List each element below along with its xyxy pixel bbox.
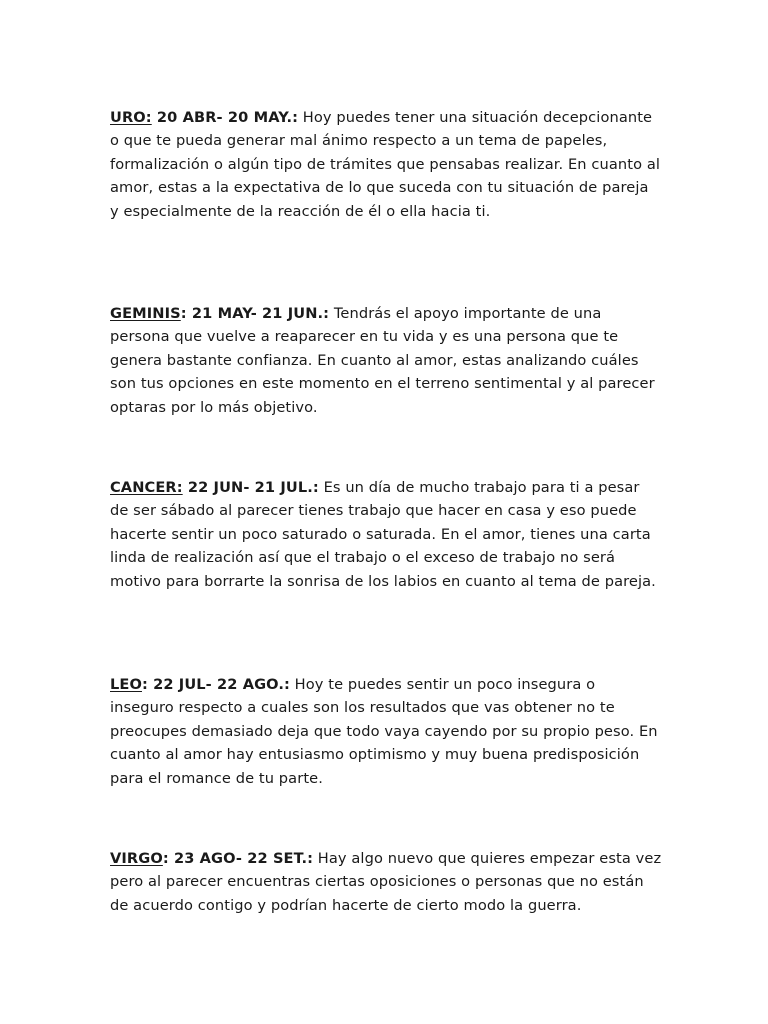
entry-text: Hoy puedes tener una situación decepcionante o que te pueda generar mal ánimo respecto a un tema de papeles, formalización o algún tipo de trámites que pensabas realizar. En cuanto al amor, estas a la expectativa de lo que suceda con tu situación de pareja y especialmente de la reacción de él o ella hacia ti. [110, 109, 661, 220]
sign-colon: : [141, 676, 148, 693]
entry-text: Es un día de mucho trabajo para ti a pesar de ser sábado al parecer tienes trabajo que hacer en casa y eso puede hacerte sentir un poco saturado o saturada. En el amor, tienes una carta linda de realización así que el trabajo o el exceso de trabajo no será motivo para borrarte la sonrisa de los labios en cuanto al tema de pareja. [110, 479, 656, 590]
sign-name: URO: [110, 109, 152, 126]
sign-name: LEO [110, 676, 142, 693]
date-range: 21 MAY- 21 JUN.: [186, 305, 330, 322]
entry-text: Hoy te puedes sentir un poco insegura o inseguro respecto a cuales son los resultados que vas obtener no te preocupes demasiado deja que todo vaya cayendo por su propio peso. En cuanto al amor hay entusiasmo optimismo y muy buena predisposición para el romance de tu parte. [110, 676, 658, 787]
horoscope-entry-geminis [110, 302, 662, 419]
entry-text: Tendrás el apoyo importante de una persona que vuelve a reaparecer en tu vida y es una persona que te genera bastante confianza. En cuanto al amor, estas analizando cuáles son tus opciones en este momento en el terreno sentimental y al parecer optaras por lo más objetivo. [110, 305, 655, 416]
date-range: 22 JUL- 22 AGO.: [147, 676, 290, 693]
horoscope-entry-tauro [110, 106, 662, 223]
sign-name: GEMINIS [110, 305, 181, 322]
horoscope-entry-leo [110, 673, 662, 790]
sign-colon: : [162, 850, 169, 867]
date-range: 23 AGO- 22 SET.: [168, 850, 314, 867]
horoscope-entry-virgo [110, 847, 662, 917]
sign-colon: : [180, 305, 187, 322]
entry-text: Hay algo nuevo que quieres empezar esta vez pero al parecer encuentras ciertas oposiciones o personas que no están de acuerdo contigo y podrían hacerte de cierto modo la guerra. [110, 850, 662, 914]
date-range: 22 JUN- 21 JUL.: [182, 479, 319, 496]
date-range: 20 ABR- 20 MAY.: [151, 109, 299, 126]
horoscope-entry-cancer [110, 476, 662, 593]
sign-name: CANCER: [110, 479, 183, 496]
sign-name: VIRGO [110, 850, 163, 867]
